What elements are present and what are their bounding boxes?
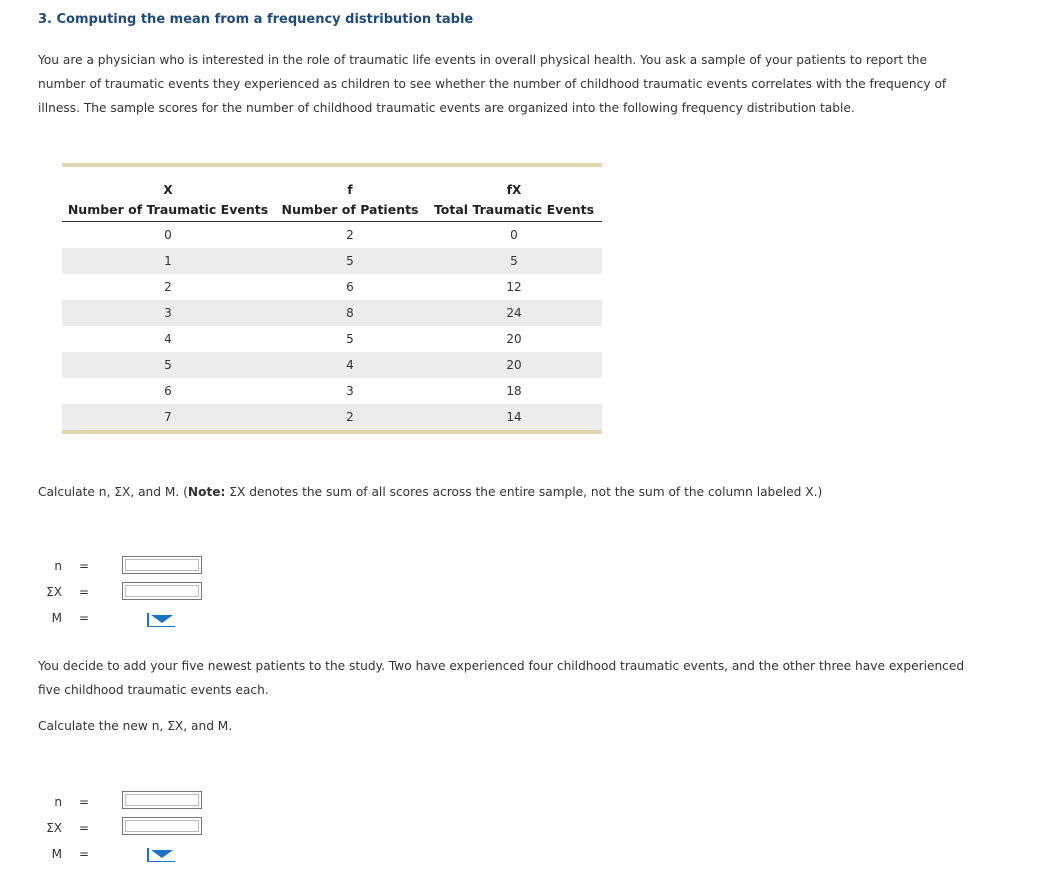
mean-label: M — [51, 611, 62, 625]
cell-f: 5 — [274, 248, 426, 274]
header-f-label: Number of Patients — [274, 197, 426, 222]
part1-n-input[interactable] — [122, 556, 202, 574]
cell-x: 0 — [164, 228, 172, 242]
cell-x: 3 — [62, 300, 274, 326]
cell-fx: 12 — [506, 280, 522, 294]
part1-mean-row — [22, 611, 94, 625]
equals-sign: = — [78, 847, 90, 861]
cell-f: 5 — [346, 332, 354, 346]
part1-sum-row — [22, 585, 94, 599]
mean-label: M — [51, 847, 62, 861]
n-label: n — [54, 795, 62, 809]
table-row — [62, 222, 602, 249]
cell-fx: 20 — [506, 332, 522, 346]
table-row — [62, 326, 602, 352]
cell-fx: 18 — [506, 384, 522, 398]
dropdown-bar — [147, 613, 149, 626]
header-fx-label: Total Traumatic Events — [426, 197, 602, 222]
part2-n-row — [22, 795, 94, 809]
cell-x: 4 — [164, 332, 172, 346]
chevron-down-icon — [151, 615, 173, 623]
part2-sum-row — [22, 821, 94, 835]
table-row — [62, 378, 602, 404]
table-row — [62, 352, 602, 378]
intro-line-2: number of traumatic events they experienced as children to see whether the number of childhood traumatic events correlates with the frequency of — [38, 77, 947, 91]
cell-x: 7 — [62, 404, 274, 430]
equals-sign: = — [78, 821, 90, 835]
scenario-line-2: five childhood traumatic events each. — [38, 683, 269, 697]
part1-sum-x-input[interactable] — [122, 582, 202, 600]
part2-n-input[interactable] — [122, 791, 202, 809]
table-row — [62, 300, 602, 326]
sum-x-label: ΣX — [46, 821, 62, 835]
part1-prompt-end: ΣX denotes the sum of all scores across the entire sample, not the sum of the column labeled X.) — [225, 485, 823, 499]
part1-prompt — [38, 480, 978, 504]
table-row — [62, 248, 602, 274]
header-fx-symbol: fX — [506, 183, 522, 197]
cell-fx: 14 — [426, 404, 602, 430]
cell-fx: 20 — [426, 352, 602, 378]
intro-line-3: illness. The sample scores for the number of childhood traumatic events are organized into the following frequency distribution table. — [38, 101, 855, 115]
cell-fx: 0 — [510, 228, 518, 242]
cell-x: 2 — [164, 280, 172, 294]
dropdown-underline — [147, 626, 175, 627]
cell-f: 6 — [346, 280, 354, 294]
cell-f: 2 — [274, 404, 426, 430]
cell-x: 5 — [62, 352, 274, 378]
table-row — [62, 404, 602, 430]
intro-line-1: You are a physician who is interested in the role of traumatic life events in overall physical health. You ask a sample of your patients to report the — [38, 53, 928, 67]
frequency-table — [62, 163, 602, 434]
equals-sign: = — [78, 585, 90, 599]
cell-f: 8 — [274, 300, 426, 326]
header-f-symbol: f — [347, 183, 353, 197]
equals-sign: = — [78, 559, 90, 573]
dropdown-underline — [147, 861, 175, 862]
cell-x: 1 — [62, 248, 274, 274]
part1-n-row — [22, 559, 94, 573]
cell-f: 3 — [346, 384, 354, 398]
dropdown-bar — [147, 848, 149, 861]
part1-mean-dropdown[interactable] — [147, 611, 175, 627]
n-label: n — [54, 559, 62, 573]
header-x-symbol: X — [163, 183, 173, 197]
cell-x: 6 — [164, 384, 172, 398]
part2-scenario — [38, 654, 978, 702]
cell-fx: 5 — [426, 248, 602, 274]
intro-paragraph — [38, 48, 978, 120]
part2-prompt: Calculate the new n, ΣX, and M. — [38, 719, 233, 733]
scenario-line-1: You decide to add your five newest patients to the study. Two have experienced four childhood traumatic events, and the other three have experienced — [38, 659, 965, 673]
chevron-down-icon — [151, 850, 173, 858]
header-x-label: Number of Traumatic Events — [62, 197, 274, 222]
part2-sum-x-input[interactable] — [122, 817, 202, 835]
note-label: Note: — [187, 485, 226, 499]
sum-x-label: ΣX — [46, 585, 62, 599]
equals-sign: = — [78, 795, 90, 809]
table-row — [62, 274, 602, 300]
cell-f: 4 — [274, 352, 426, 378]
question-title: 3. Computing the mean from a frequency distribution table — [38, 12, 474, 27]
cell-f: 2 — [346, 228, 354, 242]
equals-sign: = — [78, 611, 90, 625]
part1-prompt-start: Calculate n, ΣX, and M. ( — [38, 485, 188, 499]
part2-mean-dropdown[interactable] — [147, 846, 175, 862]
part2-mean-row — [22, 847, 94, 861]
cell-fx: 24 — [426, 300, 602, 326]
